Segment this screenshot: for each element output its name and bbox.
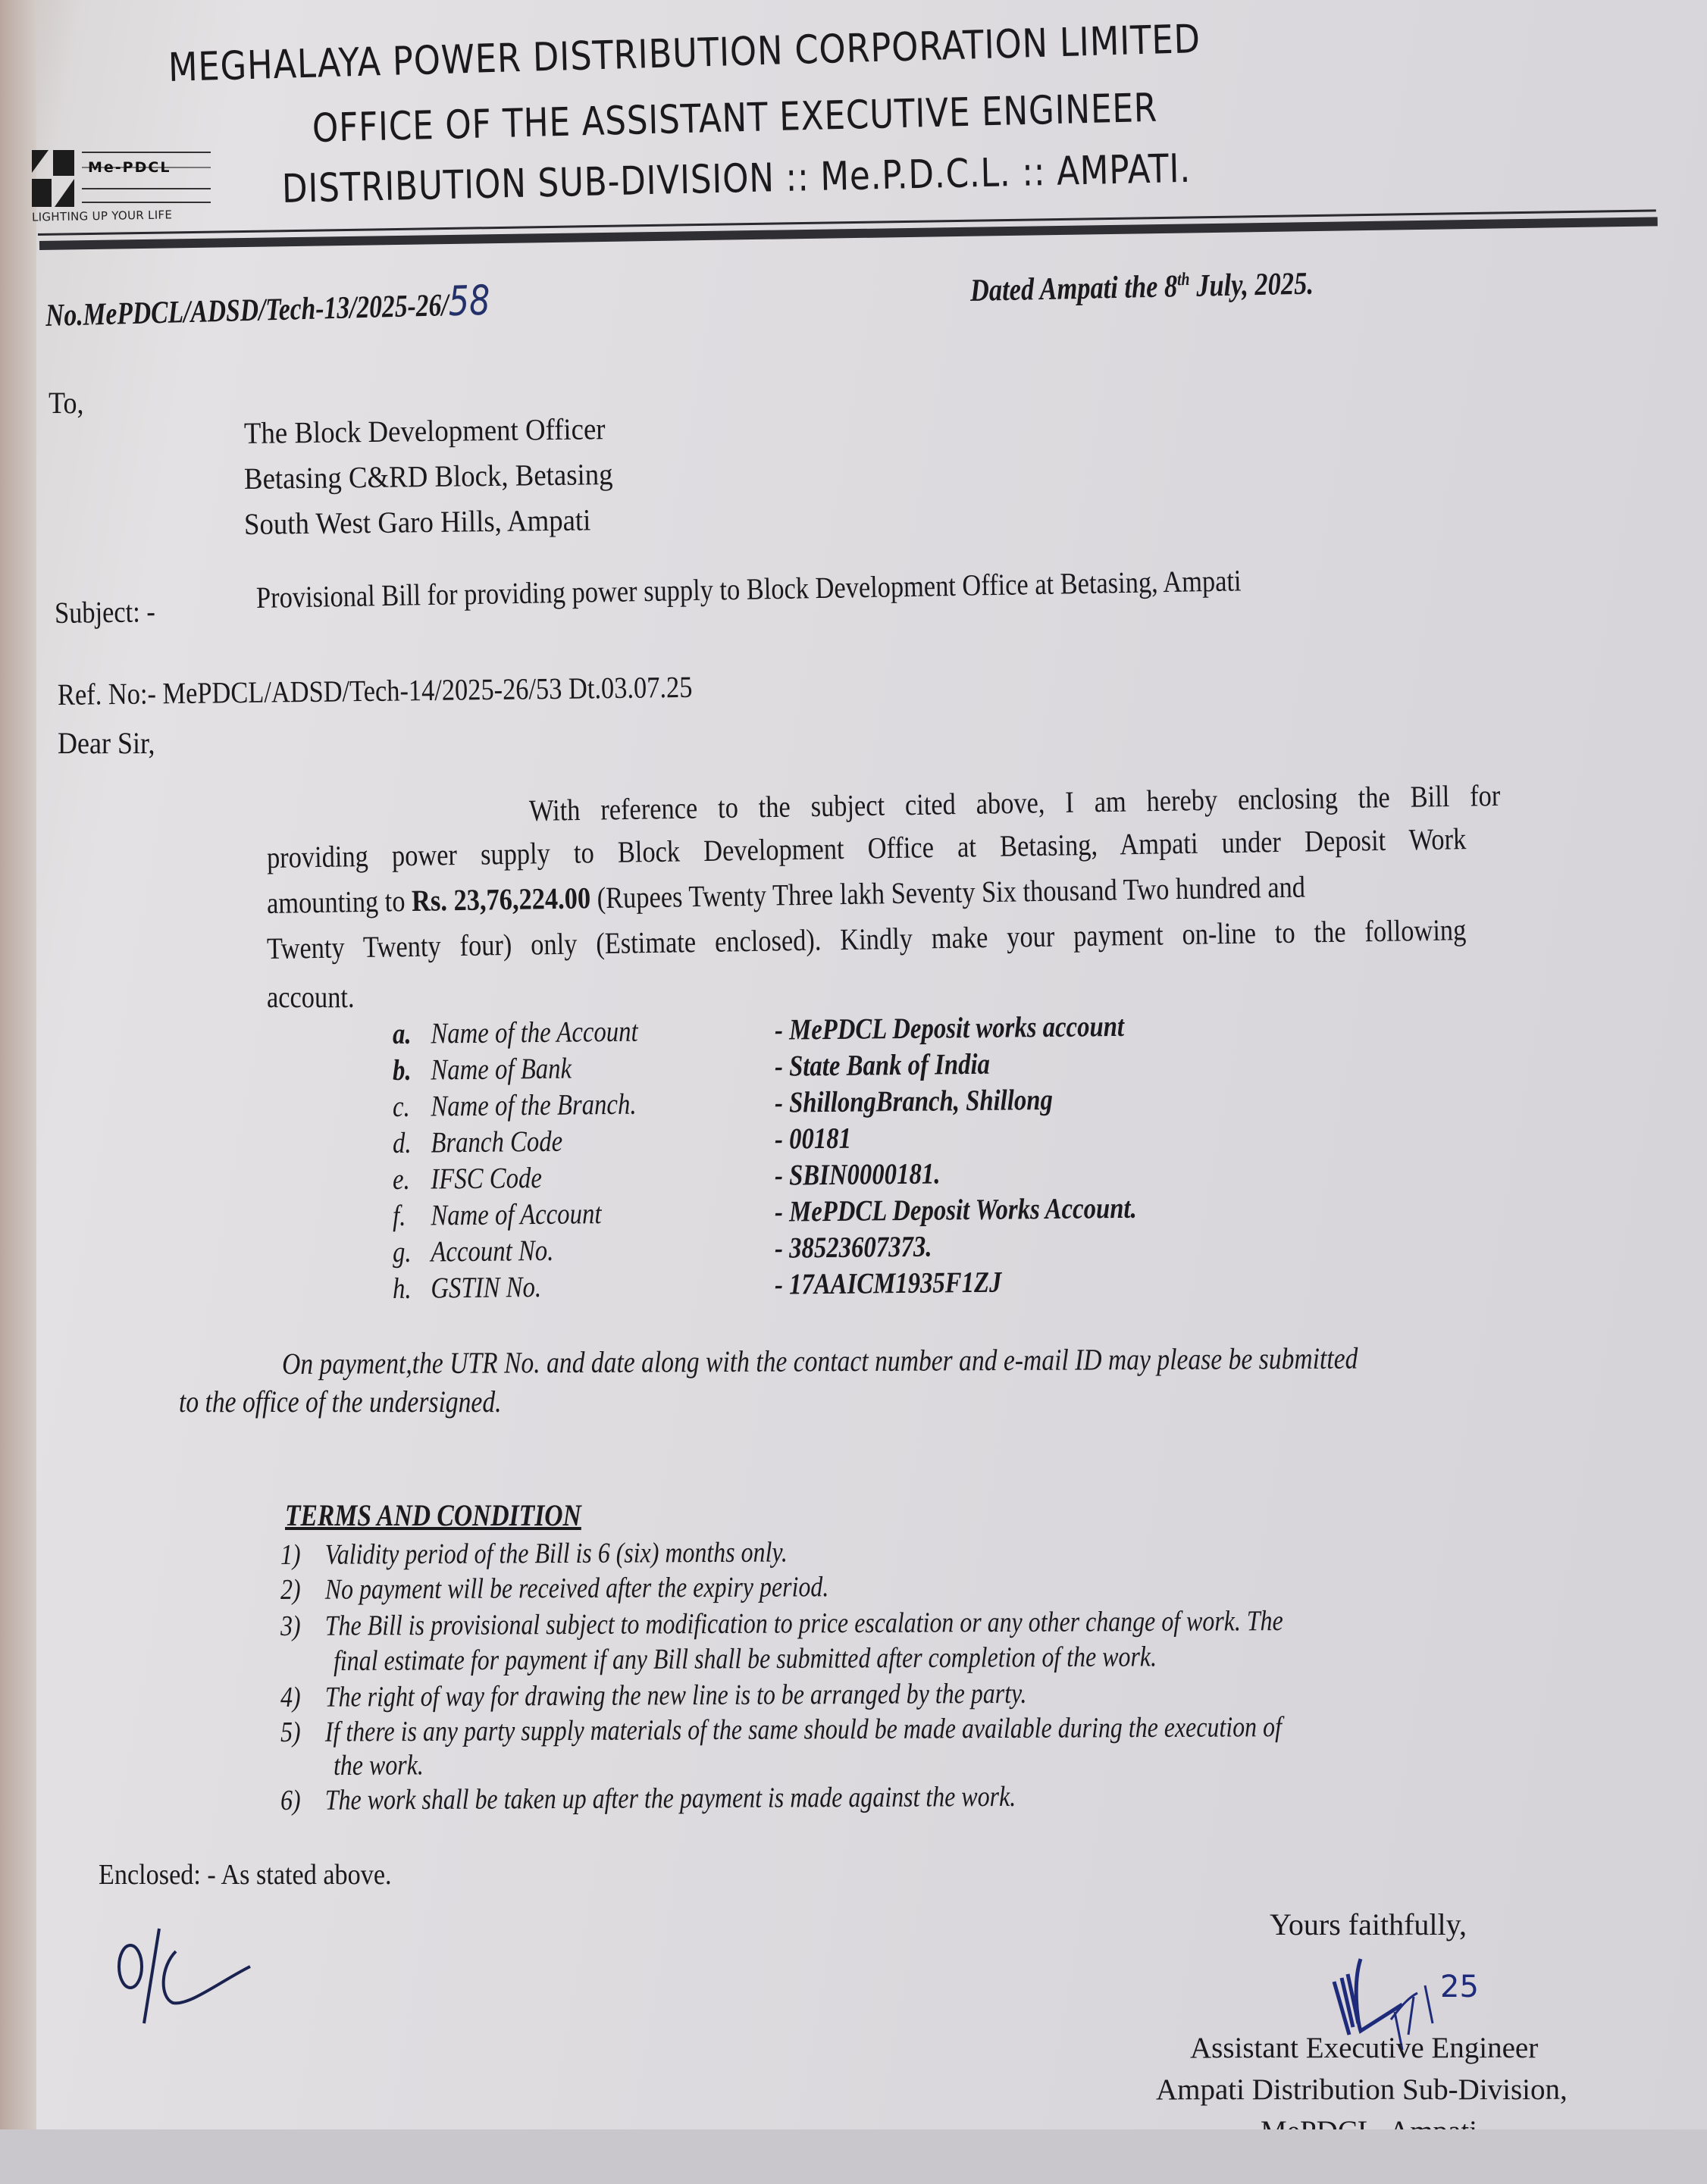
letterhead-office: OFFICE OF THE ASSISTANT EXECUTIVE ENGINEER	[312, 85, 1158, 152]
term-item: 3) The Bill is provisional subject to modification to price escalation or any other change of work. The	[280, 1605, 1283, 1642]
term-item: 1) Validity period of the Bill is 6 (six) months only.	[280, 1536, 788, 1571]
logo-tagline: LIGHTING UP YOUR LIFE	[31, 208, 173, 224]
terms-heading: TERMS AND CONDITION	[285, 1498, 581, 1532]
reference-printed: No.MePDCL/ADSD/Tech-13/2025-26/	[45, 288, 449, 333]
salutation: Dear Sir,	[58, 726, 155, 760]
account-detail-row: a. Name of the Account - MePDCL Deposit works account	[392, 1009, 1125, 1050]
logo-wordmark: Me-PDCL	[88, 159, 171, 176]
payment-note-line: to the office of the undersigned.	[179, 1385, 502, 1419]
recipient-line: The Block Development Officer	[243, 411, 606, 450]
recipient-line: South West Garo Hills, Ampati	[243, 502, 591, 541]
term-item: 2) No payment will be received after the expiry period.	[280, 1571, 829, 1606]
term-item: 4) The right of way for drawing the new line is to be arranged by the party.	[280, 1677, 1027, 1713]
account-detail-row: h. GSTIN No. - 17AAICM1935F1ZJ	[392, 1266, 1002, 1305]
background-surface	[0, 2129, 1707, 2184]
account-detail-row: b. Name of Bank - State Bank of India	[392, 1047, 991, 1087]
bill-amount: Rs. 23,76,224.00	[411, 881, 591, 918]
account-detail-row: f. Name of Account - MePDCL Deposit Works Account.	[392, 1191, 1137, 1232]
subject-label: Subject: -	[54, 594, 156, 630]
paper-shadow-edge	[0, 0, 36, 2184]
reference-handwritten: 58	[447, 276, 491, 326]
letter-reference-number	[45, 277, 490, 336]
body-line: providing power supply to Block Development Office at Betasing, Ampati under Deposit Work	[266, 821, 1467, 875]
recipient-line: Betasing C&RD Block, Betasing	[243, 457, 613, 496]
account-detail-row: d. Branch Code - 00181	[392, 1122, 852, 1159]
account-detail-row: g. Account No. - 38523607373.	[392, 1230, 932, 1269]
mepdcl-logo	[29, 144, 215, 224]
handwritten-oc-mark	[114, 1921, 265, 2042]
signature-date: 25	[1440, 1970, 1479, 2004]
date-suffix: July, 2025.	[1189, 266, 1314, 304]
logo-mark-icon	[32, 150, 74, 207]
body-line: account.	[267, 980, 355, 1014]
letterhead-subdivision: DISTRIBUTION SUB-DIVISION :: Me.P.D.C.L. :: AMPATI.	[281, 145, 1192, 212]
body-line: With reference to the subject cited above, I am hereby enclosing the Bill for	[528, 778, 1501, 828]
body-line-amount	[267, 865, 1539, 921]
reference-line: Ref. No:- MePDCL/ADSD/Tech-14/2025-26/53 Dt.03.07.25	[57, 669, 693, 712]
recipient-to: To,	[49, 386, 84, 420]
term-item: 6) The work shall be taken up after the payment is made against the work.	[280, 1780, 1016, 1816]
closing-salutation: Yours faithfully,	[1270, 1907, 1467, 1942]
term-item-continued: final estimate for payment if any Bill shall be submitted after completion of the work.	[333, 1641, 1157, 1677]
body-text: (Rupees Twenty Three lakh Seventy Six thousand Two hundred and	[590, 869, 1306, 915]
account-detail-row: c. Name of the Branch. - ShillongBranch, Shillong	[392, 1083, 1054, 1123]
body-line: Twenty Twenty four) only (Estimate enclosed). Kindly make your payment on-line to the following	[266, 912, 1467, 965]
letter-date	[969, 266, 1314, 309]
date-prefix: Dated Ampati the 8	[969, 269, 1178, 308]
term-item: 5) If there is any party supply materials of the same should be made available during the execution of	[280, 1711, 1282, 1748]
enclosure-note: Enclosed: - As stated above.	[99, 1859, 392, 1891]
account-detail-row: e. IFSC Code - SBIN0000181.	[392, 1157, 941, 1196]
subject-text: Provisional Bill for providing power supply to Block Development Office at Betasing, Ampati	[255, 563, 1242, 615]
signatory-designation: Assistant Executive Engineer	[1190, 2032, 1539, 2064]
date-suffix-sup: th	[1176, 269, 1190, 290]
body-text: amounting to	[266, 884, 412, 920]
signatory-office: Ampati Distribution Sub-Division,	[1156, 2073, 1568, 2106]
payment-note-line: On payment,the UTR No. and date along with the contact number and e-mail ID may please be submitted	[281, 1341, 1358, 1381]
letterhead-company: MEGHALAYA POWER DISTRIBUTION CORPORATION LIMITED	[168, 16, 1201, 91]
term-item-continued: the work.	[333, 1749, 424, 1782]
